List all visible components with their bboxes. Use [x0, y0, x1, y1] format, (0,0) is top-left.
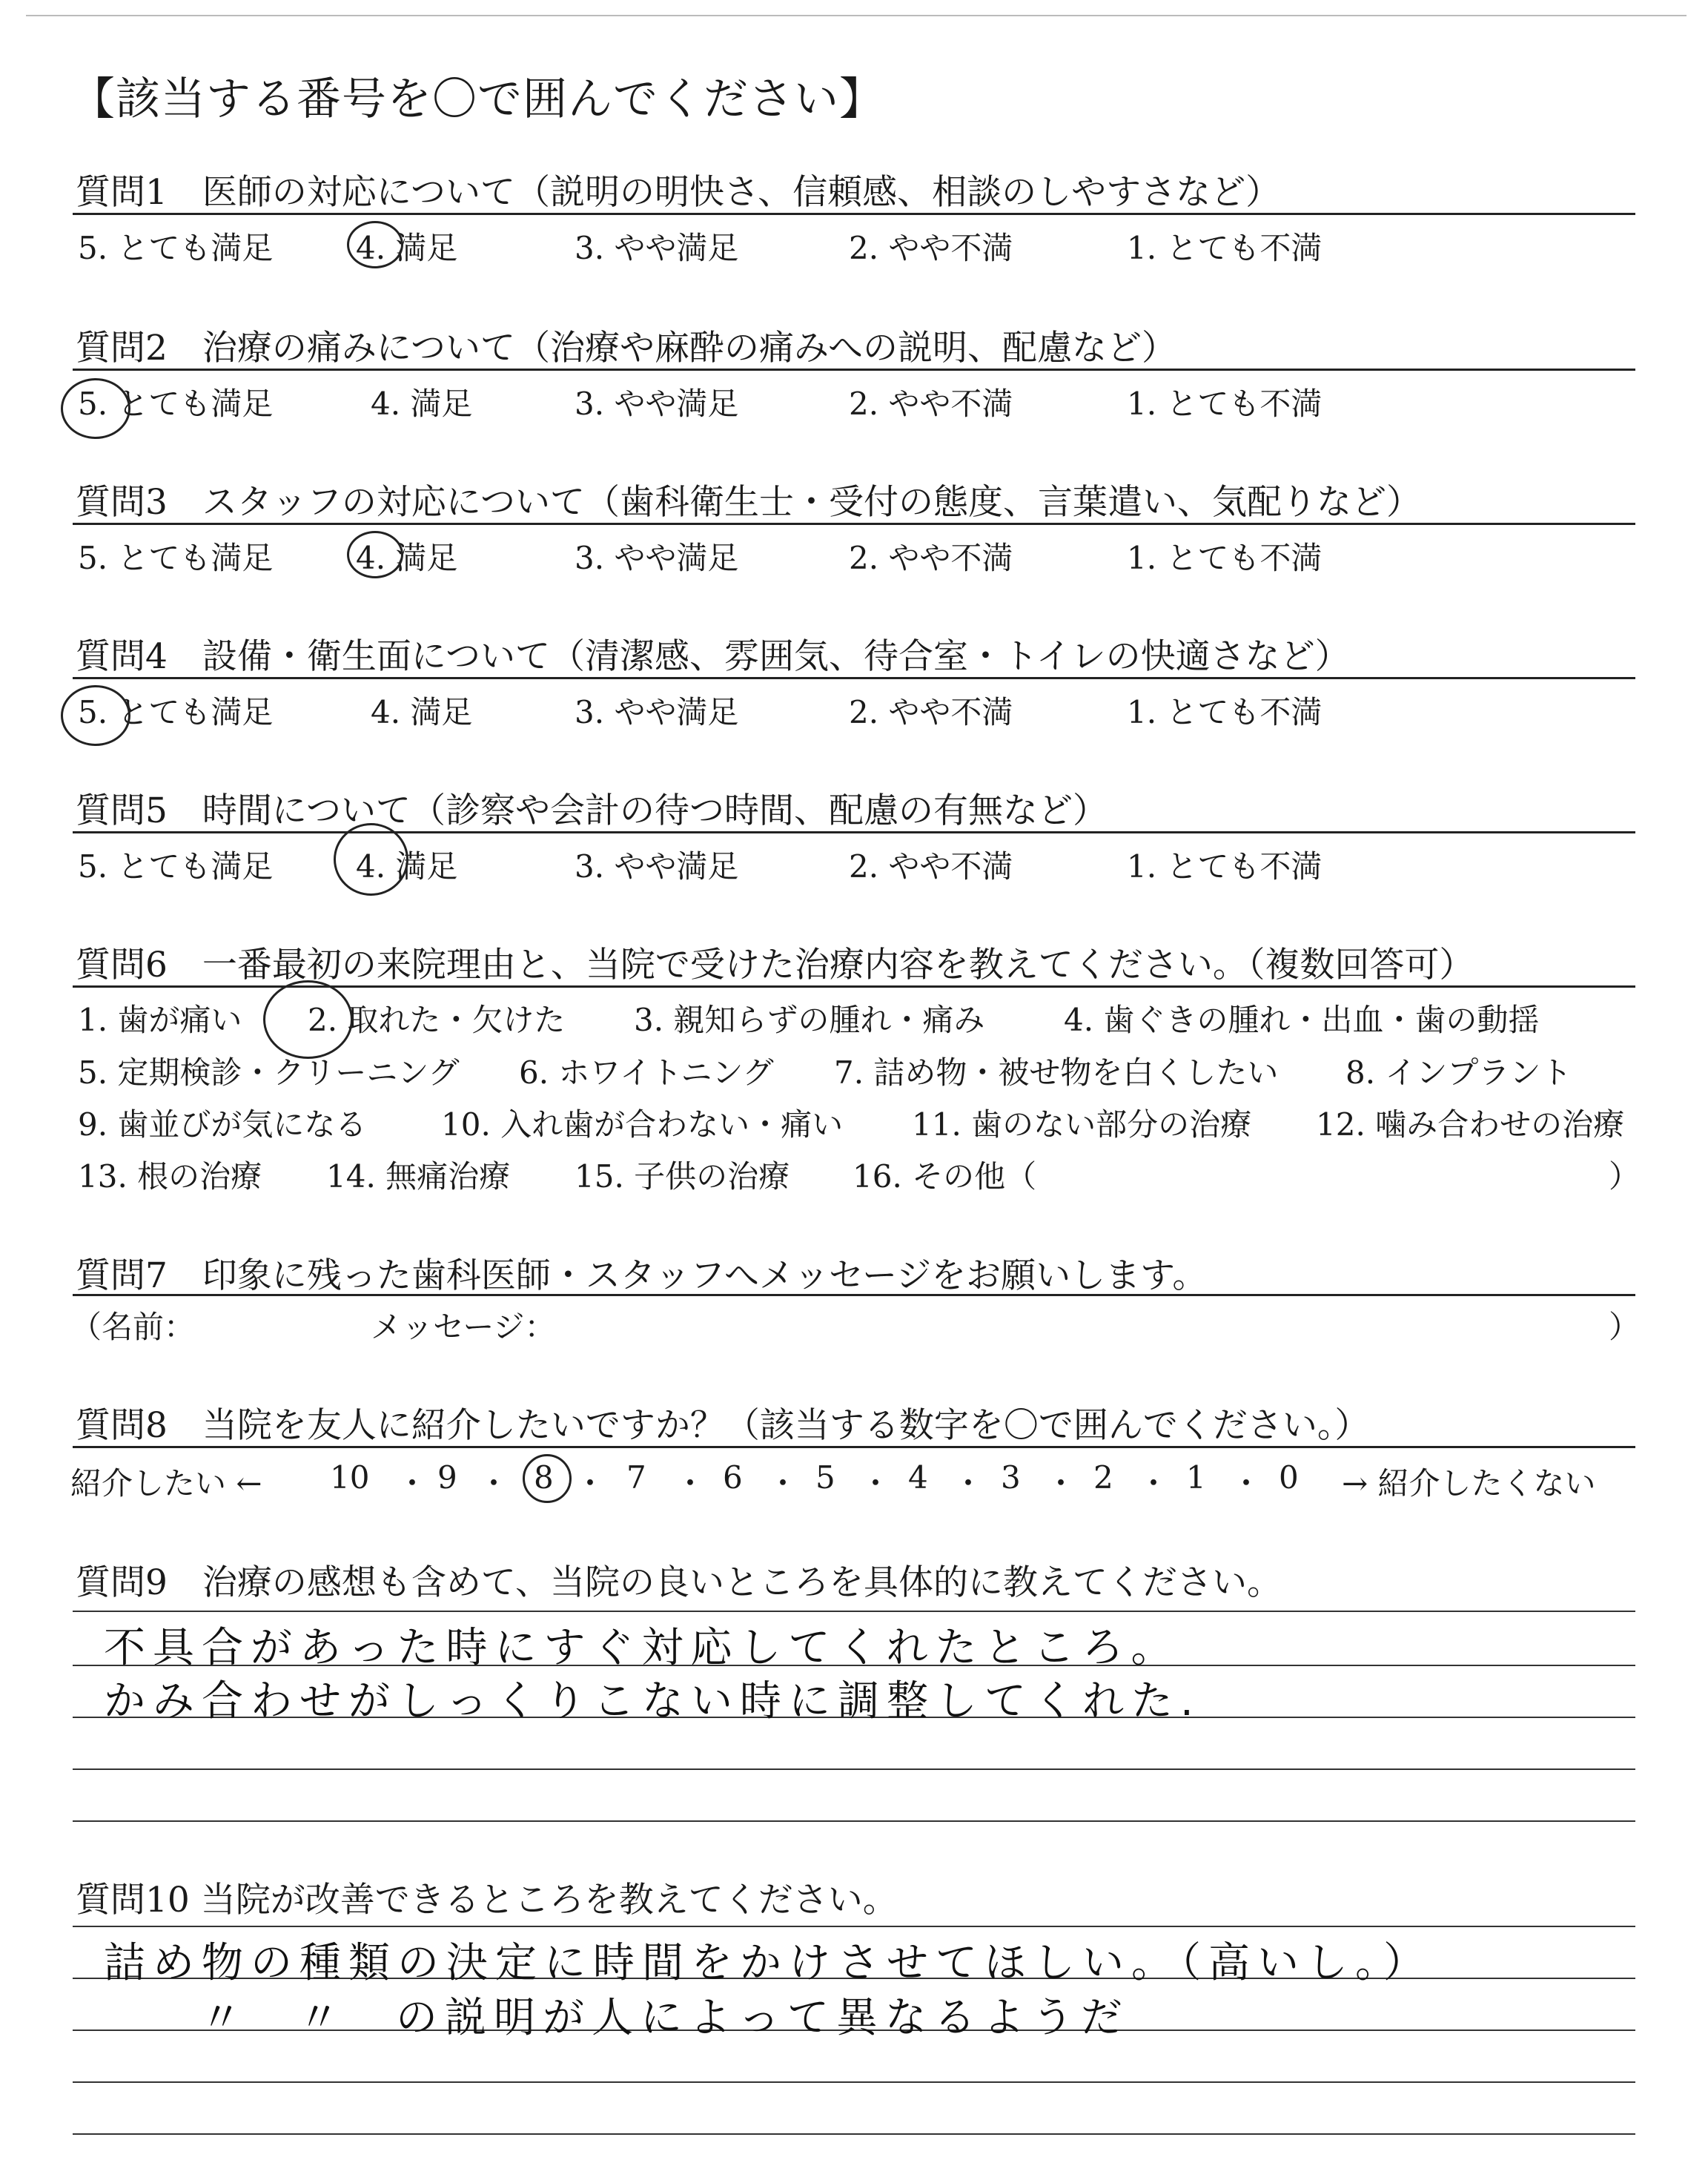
q2-title: 質問2 治療の痛みについて（治療や麻酔の痛みへの説明、配慮など） — [76, 328, 1177, 369]
q8-title: 質問8 当院を友人に紹介したいですか？（該当する数字を〇で囲んでください。） — [76, 1405, 1370, 1446]
q2-option-4[interactable]: 4. 満足 — [371, 386, 473, 422]
q6-option-15[interactable]: 15. 子供の治療 — [575, 1158, 790, 1195]
q4-option-4[interactable]: 4. 満足 — [371, 694, 473, 730]
q10-title: 質問10 当院が改善できるところを教えてください。 — [76, 1880, 898, 1920]
q1-title: 質問1 医師の対応について（説明の明快さ、信頼感、相談のしやすさなど） — [76, 172, 1281, 213]
q1-selection-circle — [347, 221, 403, 268]
q5-title: 質問5 時間について（診察や会計の待つ時間、配慮の有無など） — [76, 790, 1108, 831]
q8-score-2[interactable]: 2 — [1093, 1459, 1113, 1496]
q5-selection-circle — [334, 823, 408, 896]
q1-option-2[interactable]: 2. やや不満 — [849, 230, 1013, 266]
q6-option-10[interactable]: 10. 入れ歯が合わない・痛い — [441, 1106, 844, 1143]
q8-dot: ・ — [575, 1465, 606, 1502]
q6-option-16[interactable]: 16. その他（ — [853, 1158, 1037, 1195]
top-border — [26, 15, 1687, 16]
q4-option-1[interactable]: 1. とても不満 — [1127, 694, 1323, 730]
q6-option-5[interactable]: 5. 定期検診・クリーニング — [78, 1054, 460, 1091]
q4-selection-circle — [61, 685, 130, 746]
q9-line — [73, 1768, 1635, 1770]
q7-close-paren: ） — [1609, 1309, 1641, 1345]
q8-right-label: → 紹介したくない — [1342, 1465, 1596, 1502]
q4-rule — [73, 677, 1635, 679]
q8-score-4[interactable]: 4 — [908, 1459, 928, 1496]
q9-line — [73, 1820, 1635, 1822]
q8-left-label: 紹介したい ← — [70, 1465, 262, 1502]
q10-line — [73, 1926, 1635, 1927]
q8-dot: ・ — [953, 1465, 984, 1502]
q6-option-8[interactable]: 8. インプラント — [1345, 1054, 1572, 1091]
q6-option-1[interactable]: 1. 歯が痛い — [78, 1002, 242, 1038]
q8-dot: ・ — [478, 1465, 510, 1502]
q8-score-9[interactable]: 9 — [437, 1459, 457, 1496]
q6-option-14[interactable]: 14. 無痛治療 — [326, 1158, 511, 1195]
q2-option-3[interactable]: 3. やや満足 — [575, 386, 739, 422]
q8-score-10[interactable]: 10 — [330, 1459, 370, 1496]
q3-rule — [73, 523, 1635, 525]
q2-option-5[interactable]: 5. とても満足 — [78, 386, 274, 422]
q8-dot: ・ — [860, 1465, 892, 1502]
q6-option-7[interactable]: 7. 詰め物・被せ物を白くしたい — [834, 1054, 1279, 1091]
q5-option-3[interactable]: 3. やや満足 — [575, 848, 739, 885]
q1-option-3[interactable]: 3. やや満足 — [575, 230, 739, 266]
q7-rule — [73, 1294, 1635, 1296]
q5-rule — [73, 831, 1635, 833]
q6-option-9[interactable]: 9. 歯並びが気になる — [78, 1106, 367, 1143]
q10-answer-line-2: 〃 〃 の説明が人によって異なるようだ — [200, 1994, 1130, 2042]
q3-option-1[interactable]: 1. とても不満 — [1127, 540, 1323, 576]
q3-option-4[interactable]: 4. 満足 — [356, 540, 458, 576]
q2-option-1[interactable]: 1. とても不満 — [1127, 386, 1323, 422]
q6-title: 質問6 一番最初の来院理由と、当院で受けた治療内容を教えてください。（複数回答可） — [76, 945, 1474, 985]
q9-answer-line-1: 不具合があった時にすぐ対応してくれたところ。 — [104, 1624, 1180, 1672]
q10-line — [73, 2081, 1635, 2083]
q6-option-2[interactable]: 2. 取れた・欠けた — [308, 1002, 566, 1038]
q8-rule — [73, 1446, 1635, 1448]
q7-title: 質問7 印象に残った歯科医師・スタッフへメッセージをお願いします。 — [76, 1255, 1208, 1296]
q5-option-5[interactable]: 5. とても満足 — [78, 848, 274, 885]
q10-line — [73, 2133, 1635, 2135]
q6-option-6[interactable]: 6. ホワイトニング — [519, 1054, 774, 1091]
q3-selection-circle — [347, 531, 403, 578]
q7-message-label: メッセージ： — [371, 1309, 556, 1345]
q5-option-1[interactable]: 1. とても不満 — [1127, 848, 1323, 885]
q8-dot: ・ — [397, 1465, 428, 1502]
q5-option-4[interactable]: 4. 満足 — [356, 848, 458, 885]
q8-selection-circle — [523, 1454, 572, 1503]
q8-score-3[interactable]: 3 — [1001, 1459, 1021, 1496]
q3-option-3[interactable]: 3. やや満足 — [575, 540, 739, 576]
q1-option-4[interactable]: 4. 満足 — [356, 230, 458, 266]
q6-other-close-paren: ） — [1609, 1158, 1641, 1195]
q1-option-1[interactable]: 1. とても不満 — [1127, 230, 1323, 266]
q1-rule — [73, 213, 1635, 215]
q10-answer-line-1: 詰め物の種類の決定に時間をかけさせてほしい。（高いし。） — [104, 1939, 1432, 1987]
q8-score-5[interactable]: 5 — [815, 1459, 835, 1496]
q6-option-3[interactable]: 3. 親知らずの腫れ・痛み — [634, 1002, 985, 1038]
q9-answer-line-2: かみ合わせがしっくりこない時に調整してくれた. — [104, 1677, 1201, 1725]
q6-option-11[interactable]: 11. 歯のない部分の治療 — [912, 1106, 1252, 1143]
q8-score-0[interactable]: 0 — [1279, 1459, 1299, 1496]
q8-dot: ・ — [1045, 1465, 1077, 1502]
q4-option-2[interactable]: 2. やや不満 — [849, 694, 1013, 730]
q7-name-label: （名前： — [70, 1309, 196, 1345]
q4-title: 質問4 設備・衛生面について（清潔感、雰囲気、待合室・トイレの快適さなど） — [76, 636, 1350, 677]
q4-option-5[interactable]: 5. とても満足 — [78, 694, 274, 730]
q5-option-2[interactable]: 2. やや不満 — [849, 848, 1013, 885]
q6-option-12[interactable]: 12. 噛み合わせの治療 — [1316, 1106, 1625, 1143]
q3-option-2[interactable]: 2. やや不満 — [849, 540, 1013, 576]
q2-selection-circle — [61, 378, 130, 439]
q8-score-7[interactable]: 7 — [626, 1459, 646, 1496]
q3-title: 質問3 スタッフの対応について（歯科衛生士・受付の態度、言葉遣い、気配りなど） — [76, 482, 1421, 523]
q8-dot: ・ — [675, 1465, 706, 1502]
q2-option-2[interactable]: 2. やや不満 — [849, 386, 1013, 422]
q6-option-4[interactable]: 4. 歯ぐきの腫れ・出血・歯の動揺 — [1064, 1002, 1540, 1038]
q8-dot: ・ — [767, 1465, 799, 1502]
q8-dot: ・ — [1231, 1465, 1262, 1502]
q2-rule — [73, 369, 1635, 371]
q6-option-13[interactable]: 13. 根の治療 — [78, 1158, 262, 1195]
q6-selection-circle — [263, 980, 353, 1059]
q8-score-6[interactable]: 6 — [723, 1459, 743, 1496]
q9-title: 質問9 治療の感想も含めて、当院の良いところを具体的に教えてください。 — [76, 1562, 1282, 1603]
q1-option-5[interactable]: 5. とても満足 — [78, 230, 274, 266]
q4-option-3[interactable]: 3. やや満足 — [575, 694, 739, 730]
q8-score-8[interactable]: 8 — [534, 1459, 554, 1496]
q8-score-1[interactable]: 1 — [1186, 1459, 1206, 1496]
q3-option-5[interactable]: 5. とても満足 — [78, 540, 274, 576]
form-heading: 【該当する番号を〇で囲んでください】 — [70, 73, 884, 125]
q8-dot: ・ — [1138, 1465, 1170, 1502]
q9-line — [73, 1611, 1635, 1612]
